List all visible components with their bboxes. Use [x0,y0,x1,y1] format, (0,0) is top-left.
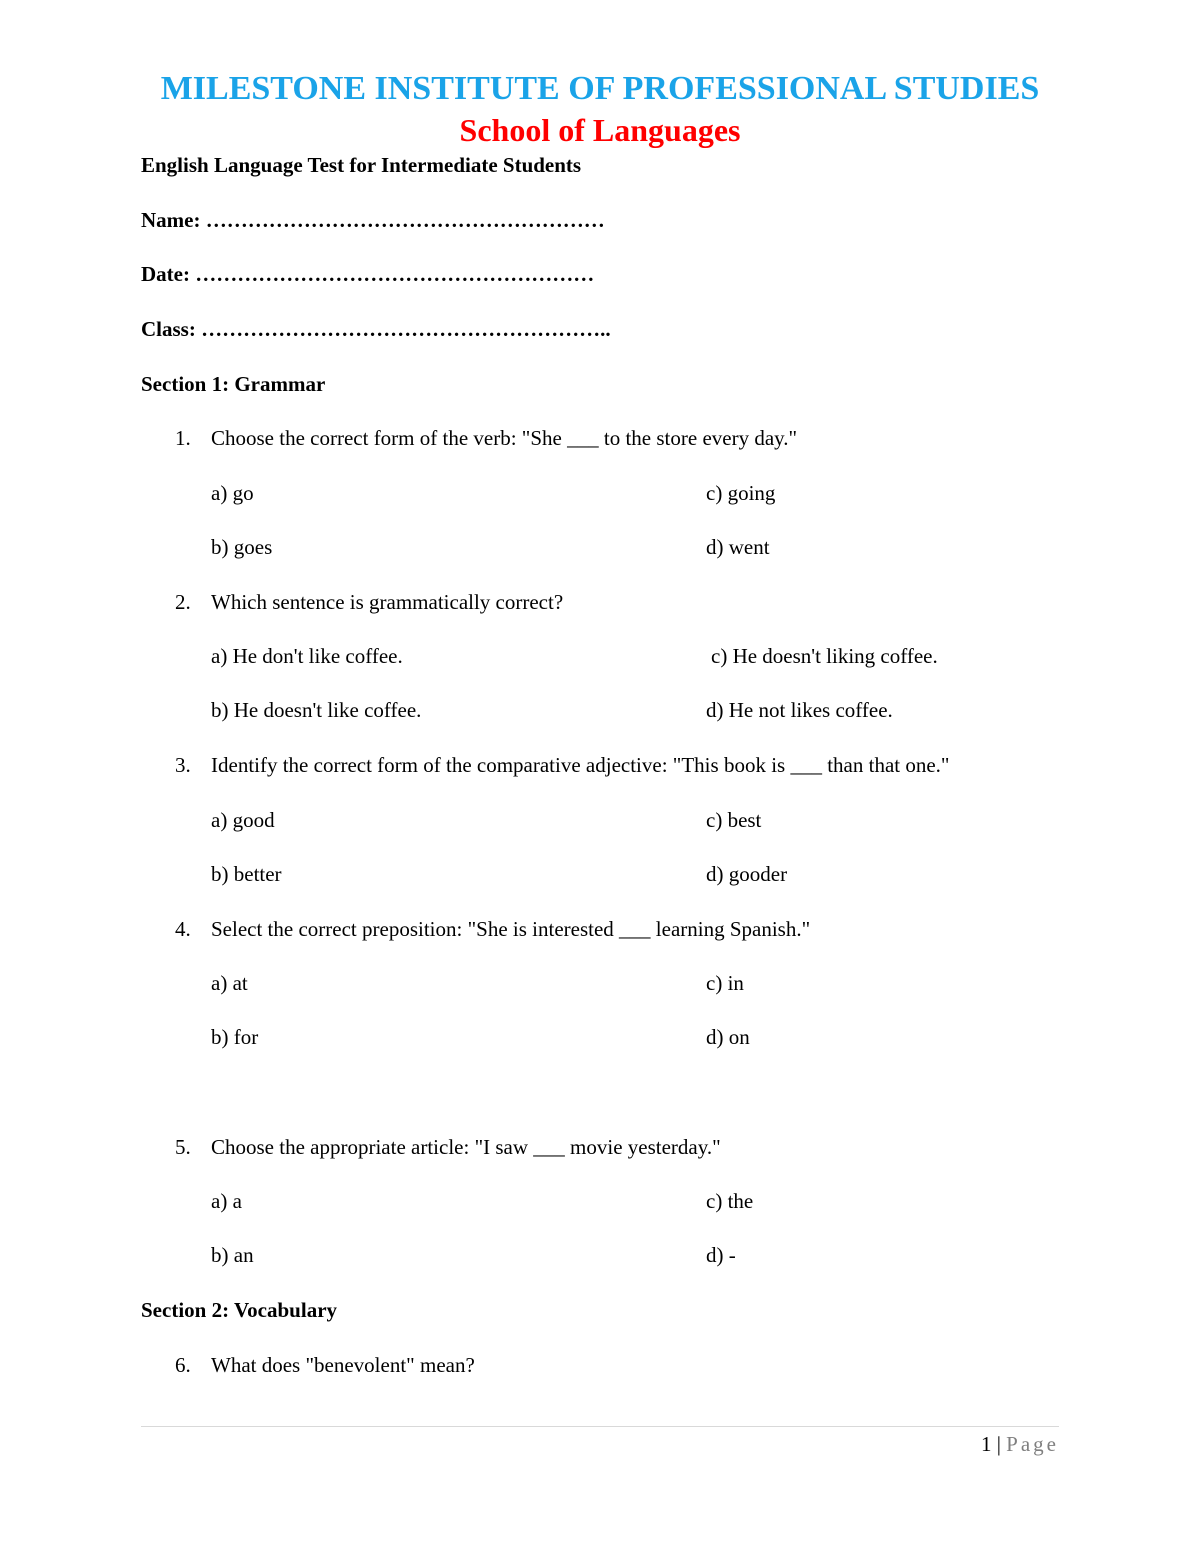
option-2a: a) He don't like coffee. [211,644,403,668]
option-2c: c) He doesn't liking coffee. [711,644,938,668]
school-title: School of Languages [459,112,741,148]
option-1b: b) goes [211,535,273,559]
footer-separator: | [991,1432,1007,1456]
question-4-text: Select the correct preposition: "She is interested ___ learning Spanish." [211,917,811,941]
option-5b: b) an [211,1243,254,1267]
name-field: Name: ………………………………………………… [141,208,605,232]
option-3d: d) gooder [706,862,788,886]
option-2d: d) He not likes coffee. [706,698,893,722]
page-number: 1 [980,1432,992,1456]
option-4c: c) in [706,971,744,995]
option-5a: a) a [211,1189,242,1213]
option-3b: b) better [211,862,282,886]
question-5-text: Choose the appropriate article: "I saw ___ movie yesterday." [211,1135,721,1159]
question-number: 1. [175,426,191,450]
footer-divider [141,1426,1059,1427]
test-title: English Language Test for Intermediate Students [141,153,582,177]
question-3-text: Identify the correct form of the comparative adjective: "This book is ___ than that one." [211,753,950,777]
option-4d: d) on [706,1025,750,1049]
question-6-text: What does "benevolent" mean? [211,1353,475,1377]
question-2-text: Which sentence is grammatically correct? [211,590,564,614]
class-field: Class: ………………………………………………….. [141,317,611,341]
page-label: Page [1006,1432,1059,1456]
question-number: 6. [175,1353,191,1377]
section-1-heading: Section 1: Grammar [141,372,326,396]
option-3c: c) best [706,808,762,832]
option-5d: d) - [706,1243,736,1267]
option-4b: b) for [211,1025,259,1049]
question-number: 3. [175,753,191,777]
option-2b: b) He doesn't like coffee. [211,698,422,722]
question-number: 5. [175,1135,191,1159]
date-field: Date: ………………………………………………… [141,262,595,286]
question-number: 2. [175,590,191,614]
option-1a: a) go [211,481,254,505]
option-1c: c) going [706,481,776,505]
question-number: 4. [175,917,191,941]
option-1d: d) went [706,535,770,559]
option-4a: a) at [211,971,248,995]
question-1-text: Choose the correct form of the verb: "She ___ to the store every day." [211,426,798,450]
option-5c: c) the [706,1189,754,1213]
institute-title: MILESTONE INSTITUTE OF PROFESSIONAL STUDIES [160,70,1040,107]
section-2-heading: Section 2: Vocabulary [141,1298,338,1322]
page-footer [981,1432,1059,1457]
option-3a: a) good [211,808,275,832]
